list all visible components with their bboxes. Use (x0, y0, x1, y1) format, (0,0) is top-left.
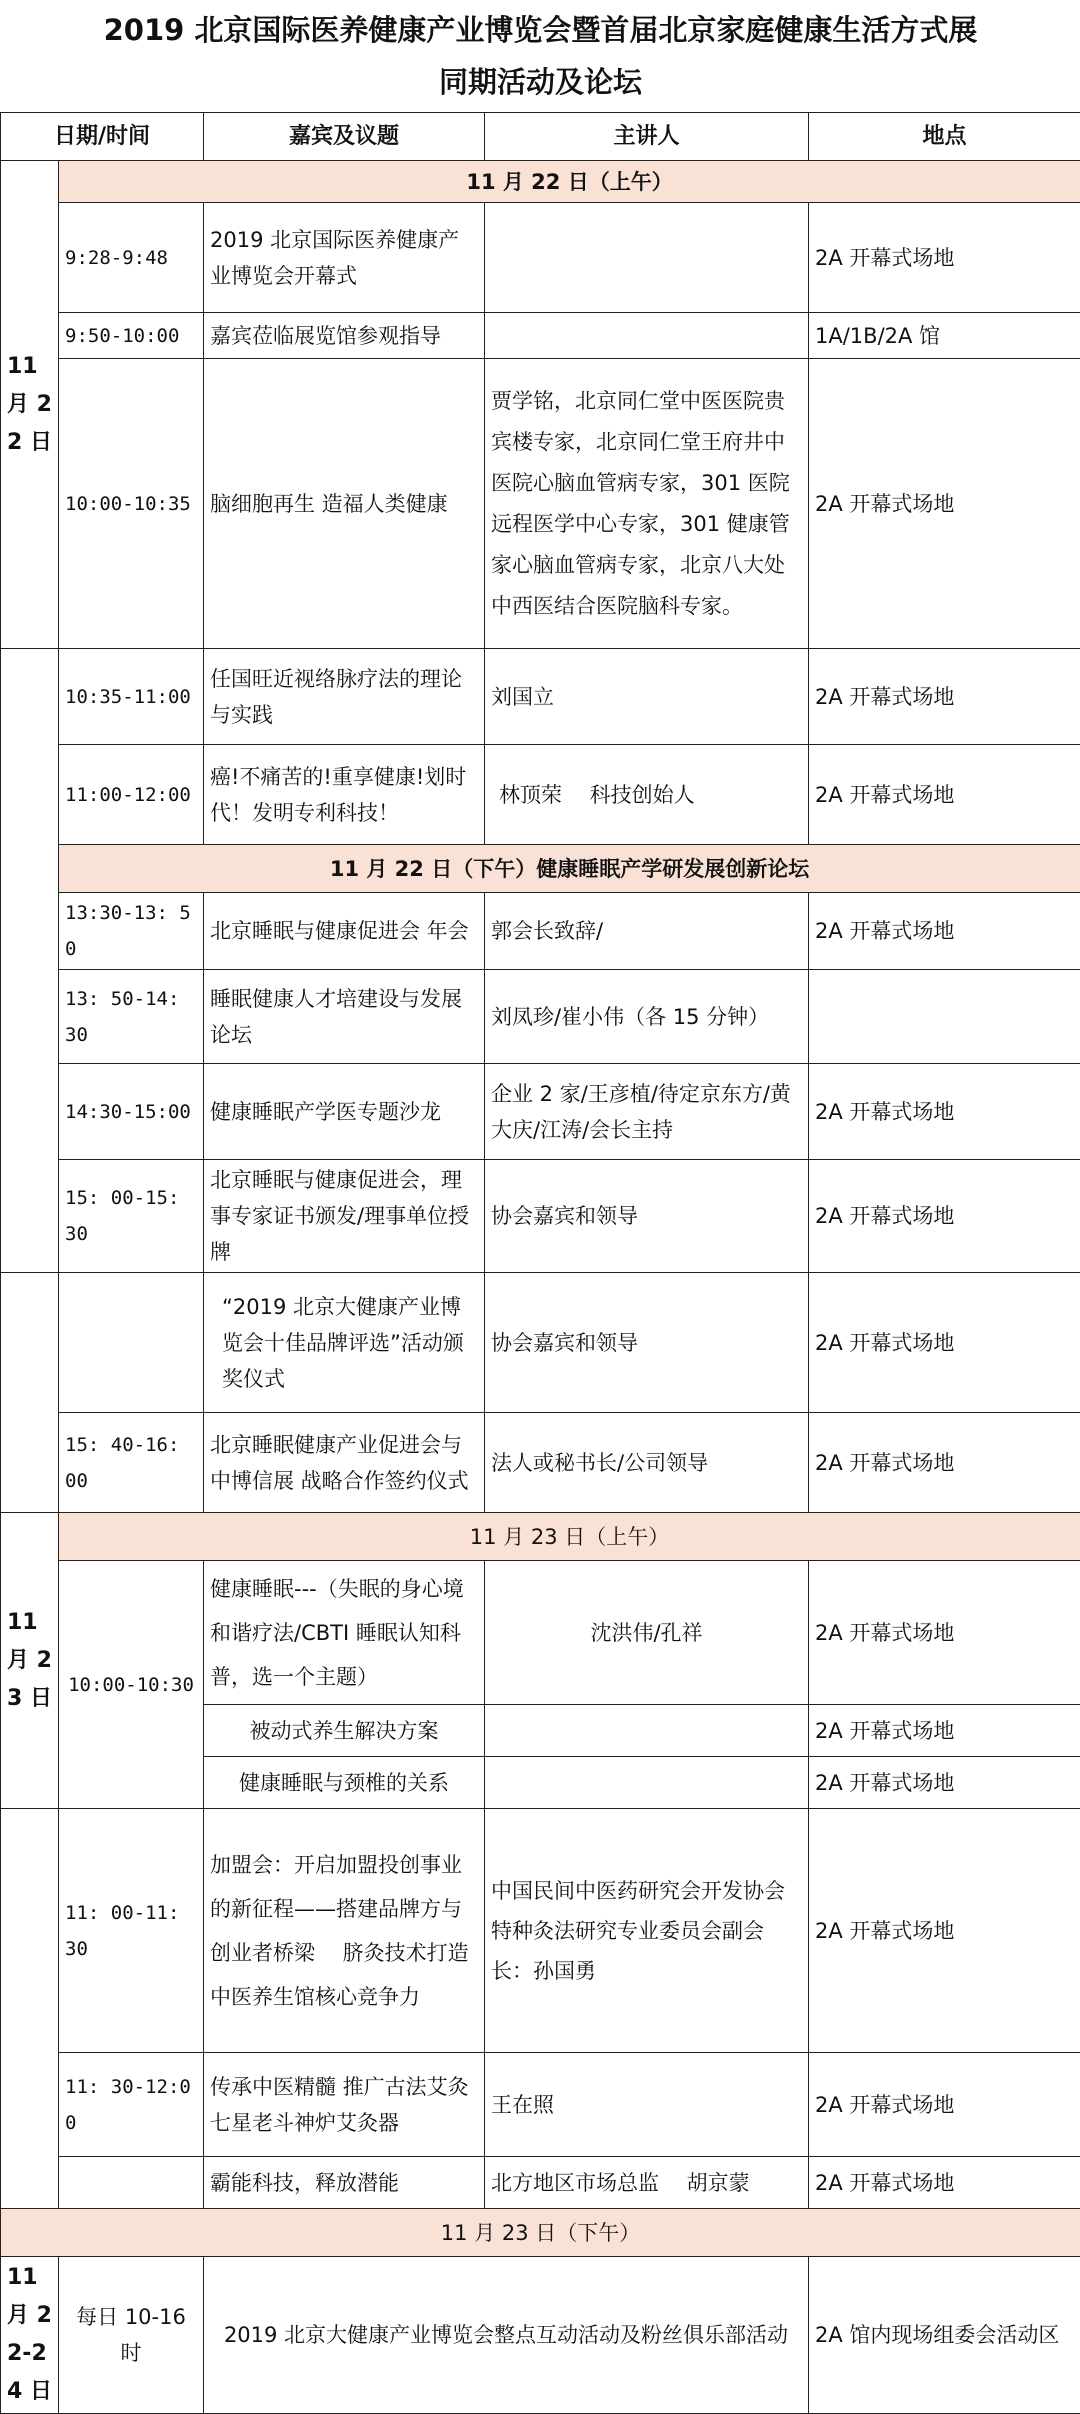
title-line-1: 2019 北京国际医养健康产业博览会暨首届北京家庭健康生活方式展 (11, 4, 1071, 56)
place-cell: 2A 开幕式场地 (809, 1160, 1080, 1273)
speaker-cell: 沈洪伟/孔祥 (485, 1561, 809, 1705)
topic-cell: 健康睡眠产学医专题沙龙 (204, 1064, 485, 1160)
topic-cell: 脑细胞再生 造福人类健康 (204, 359, 485, 649)
time-cell: 9:28-9:48 (59, 203, 204, 313)
place-cell: 1A/1B/2A 馆 (809, 313, 1080, 359)
date-cell: 11 月 22 日 (1, 161, 59, 649)
date-cell-empty (1, 649, 59, 1273)
speaker-cell: 贾学铭，北京同仁堂中医医院贵宾楼专家，北京同仁堂王府井中医院心脑血管病专家，301 医院远程医学中心专家，301 健康管家心脑血管病专家，北京八大处中西医结合医院脑科专家。 (485, 359, 809, 649)
section-header: 11 月 22 日（下午）健康睡眠产学研发展创新论坛 (59, 845, 1080, 893)
topic-cell: 任国旺近视络脉疗法的理论与实践 (204, 649, 485, 745)
time-cell: 每日 10-16 时 (59, 2257, 204, 2414)
date-cell-empty (1, 1809, 59, 2209)
topic-cell: 北京睡眠与健康促进会，理事专家证书颁发/理事单位授牌 (204, 1160, 485, 1273)
time-cell: 15: 00-15: 30 (59, 1160, 204, 1273)
speaker-cell: 王在照 (485, 2053, 809, 2157)
speaker-cell: 中国民间中医药研究会开发协会特种灸法研究专业委员会副会长：孙国勇 (485, 1809, 809, 2053)
header-place: 地点 (809, 113, 1080, 161)
document-title (1, 0, 1080, 113)
speaker-cell (485, 203, 809, 313)
time-cell: 10:00-10:35 (59, 359, 204, 649)
place-cell: 2A 开幕式场地 (809, 2157, 1080, 2209)
place-cell (809, 970, 1080, 1064)
topic-cell: 传承中医精髓 推广古法艾灸七星老斗神炉艾灸器 (204, 2053, 485, 2157)
speaker-cell: 刘国立 (485, 649, 809, 745)
time-cell: 13:30-13: 50 (59, 893, 204, 970)
place-cell: 2A 开幕式场地 (809, 1705, 1080, 1757)
place-cell: 2A 开幕式场地 (809, 1064, 1080, 1160)
topic-cell: 健康睡眠与颈椎的关系 (204, 1757, 485, 1809)
topic-cell: 2019 北京国际医养健康产业博览会开幕式 (204, 203, 485, 313)
topic-cell: 加盟会：开启加盟投创事业的新征程——搭建品牌方与创业者桥梁 脐灸技术打造中医养生馆核心竞争力 (204, 1809, 485, 2053)
title-line-2: 同期活动及论坛 (11, 56, 1071, 108)
speaker-cell: 协会嘉宾和领导 (485, 1273, 809, 1413)
place-cell: 2A 开幕式场地 (809, 203, 1080, 313)
topic-cell: 睡眠健康人才培建设与发展论坛 (204, 970, 485, 1064)
place-cell: 2A 馆内现场组委会活动区 (809, 2257, 1080, 2414)
place-cell: 2A 开幕式场地 (809, 1757, 1080, 1809)
time-cell: 13: 50-14: 30 (59, 970, 204, 1064)
topic-cell: 北京睡眠与健康促进会 年会 (204, 893, 485, 970)
place-cell: 2A 开幕式场地 (809, 2053, 1080, 2157)
header-topic: 嘉宾及议题 (204, 113, 485, 161)
time-cell: 14:30-15:00 (59, 1064, 204, 1160)
speaker-cell: 协会嘉宾和领导 (485, 1160, 809, 1273)
time-cell: 15: 40-16: 00 (59, 1413, 204, 1513)
speaker-cell: 法人或秘书长/公司领导 (485, 1413, 809, 1513)
speaker-cell: 北方地区市场总监 胡京蒙 (485, 2157, 809, 2209)
date-cell-empty (1, 1273, 59, 1513)
place-cell: 2A 开幕式场地 (809, 1561, 1080, 1705)
topic-cell: “2019 北京大健康产业博览会十佳品牌评选”活动颁奖仪式 (204, 1273, 485, 1413)
speaker-cell: 刘凤珍/崔小伟（各 15 分钟） (485, 970, 809, 1064)
topic-cell: 被动式养生解决方案 (204, 1705, 485, 1757)
section-header: 11 月 22 日（上午） (59, 161, 1080, 203)
place-cell: 2A 开幕式场地 (809, 893, 1080, 970)
section-header: 11 月 23 日（上午） (59, 1513, 1080, 1561)
header-speaker: 主讲人 (485, 113, 809, 161)
speaker-cell: 郭会长致辞/ (485, 893, 809, 970)
place-cell: 2A 开幕式场地 (809, 1273, 1080, 1413)
topic-cell: 癌!不痛苦的!重享健康!划时代！发明专利科技！ (204, 745, 485, 845)
topic-cell: 北京睡眠健康产业促进会与中博信展 战略合作签约仪式 (204, 1413, 485, 1513)
topic-cell: 健康睡眠---（失眠的身心境和谐疗法/CBTI 睡眠认知科普，选一个主题） (204, 1561, 485, 1705)
time-cell: 9:50-10:00 (59, 313, 204, 359)
speaker-cell (485, 313, 809, 359)
time-cell: 10:35-11:00 (59, 649, 204, 745)
section-header: 11 月 23 日（下午） (1, 2209, 1080, 2257)
place-cell: 2A 开幕式场地 (809, 649, 1080, 745)
time-cell: 10:00-10:30 (59, 1561, 204, 1809)
time-cell: 11:00-12:00 (59, 745, 204, 845)
time-cell (59, 1273, 204, 1413)
speaker-cell (485, 1705, 809, 1757)
date-cell: 11 月 22-24 日 (1, 2257, 59, 2414)
time-cell (59, 2157, 204, 2209)
place-cell: 2A 开幕式场地 (809, 1809, 1080, 2053)
header-date: 日期/时间 (1, 113, 204, 161)
place-cell: 2A 开幕式场地 (809, 745, 1080, 845)
time-cell: 11: 30-12:00 (59, 2053, 204, 2157)
time-cell: 11: 00-11: 30 (59, 1809, 204, 2053)
speaker-cell (485, 1757, 809, 1809)
speaker-cell: 林顶荣 科技创始人 (485, 745, 809, 845)
place-cell: 2A 开幕式场地 (809, 359, 1080, 649)
place-cell: 2A 开幕式场地 (809, 1413, 1080, 1513)
date-cell: 11 月 23 日 (1, 1513, 59, 1809)
speaker-cell: 企业 2 家/王彦植/待定京东方/黄大庆/江涛/会长主持 (485, 1064, 809, 1160)
topic-cell: 2019 北京大健康产业博览会整点互动活动及粉丝俱乐部活动 (204, 2257, 809, 2414)
topic-cell: 嘉宾莅临展览馆参观指导 (204, 313, 485, 359)
topic-cell: 霸能科技，释放潜能 (204, 2157, 485, 2209)
